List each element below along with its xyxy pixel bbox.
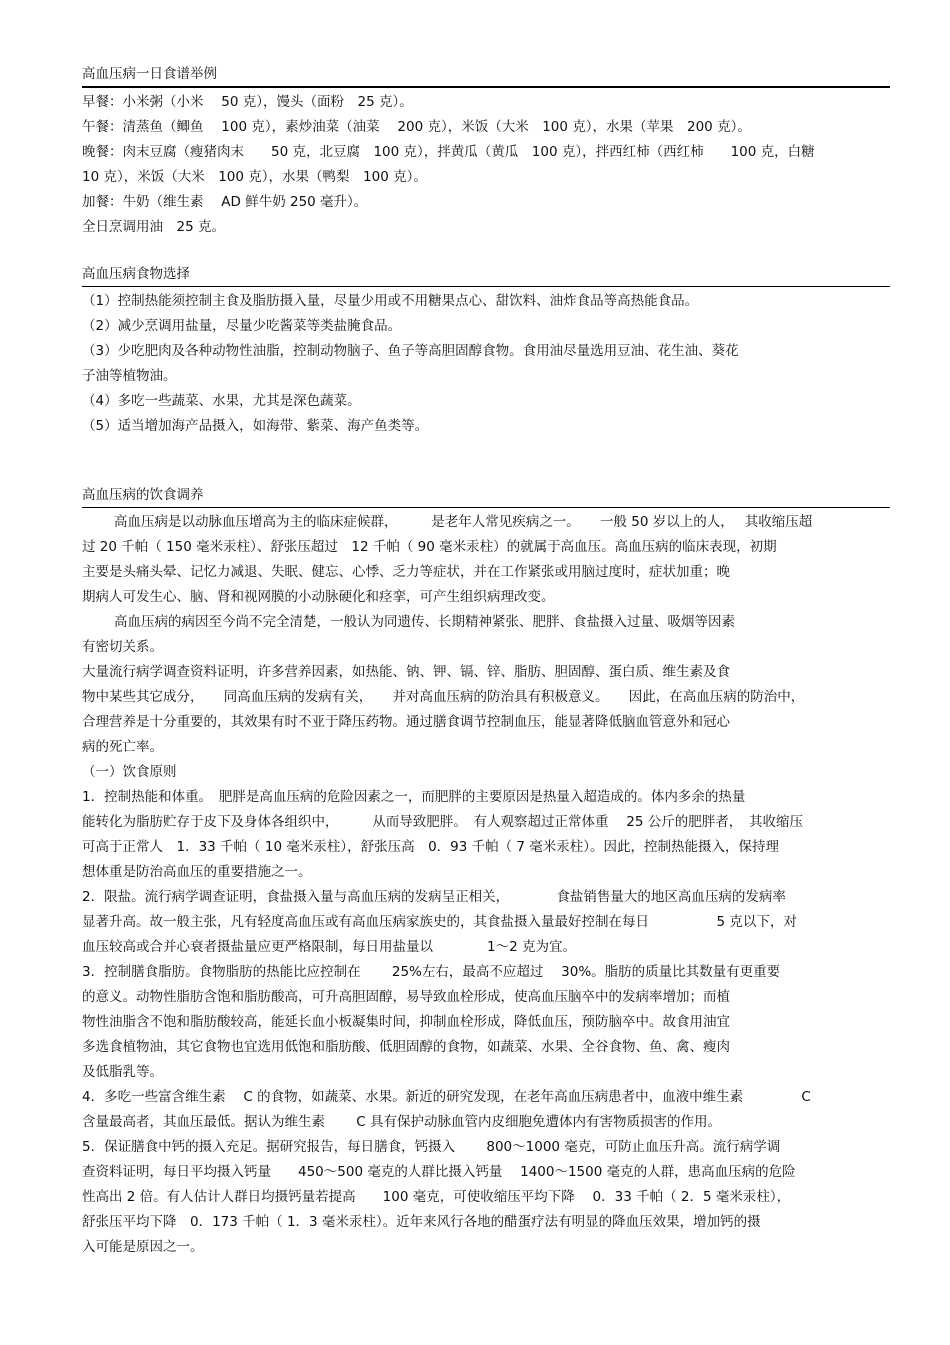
text-line: 含量最高者，其血压最低。据认为维生素 C 具有保护动脉血管内皮细胞免遭体内有害物质损害的作用。 [82,1114,722,1130]
text-line: 舒张压平均下降 0．173 千帕（ 1．3 毫米汞柱）。近年来风行各地的醋蛋疗法有明显的降血压效果，增加钙的摄 [82,1214,761,1230]
section-diet-care [82,485,890,1260]
section-divider [82,507,890,508]
text-line: （1）控制热能须控制主食及脂肪摄入量，尽量少用或不用糖果点心、甜饮料、油炸食品等高热能食品。 [82,293,699,309]
text-line: 2．限盐。流行病学调查证明，食盐摄入量与高血压病的发病呈正相关， 食盐销售量大的地区高血压病的发病率 [82,889,786,905]
text-line: 大量流行病学调查资料证明，许多营养因素，如热能、钠、钾、镉、锌、脂肪、胆固醇、蛋白质、维生素及食 [82,664,730,680]
text-line: （5）适当增加海产品摄入，如海带、紫菜、海产鱼类等。 [82,418,429,434]
text-line: 高血压病是以动脉血压增高为主的临床症候群， 是老年人常见疾病之一。 一般 50 岁以上的人， 其收缩压超 [114,514,813,530]
text-line: 入可能是原因之一。 [82,1239,204,1255]
text-line: 血压较高或合并心衰者摄盐量应更严格限制，每日用盐量以 1～2 克为宜。 [82,939,576,955]
text-line: （3）少吃肥肉及各种动物性油脂，控制动物脑子、鱼子等高胆固醇食物。食用油尽量选用豆油、花生油、葵花 [82,343,739,359]
text-line: 4．多吃一些富含维生素 C 的食物，如蔬菜、水果。新近的研究发现，在老年高血压病患者中，血液中维生素 C [82,1089,811,1105]
text-line: 主要是头痛头晕、记忆力减退、失眠、健忘、心悸、乏力等症状，并在工作紧张或用脑过度时，症状加重；晚 [82,564,730,580]
text-line: 性高出 2 倍。有人估计人群日均摄钙量若提高 100 毫克，可使收缩压平均下降 0．33 千帕（ 2．5 毫米汞柱）， [82,1189,791,1205]
text-line: 加餐：牛奶（维生素 AD 鲜牛奶 250 毫升）。 [82,194,368,210]
text-line: 晚餐：肉末豆腐（瘦猪肉末 50 克，北豆腐 100 克），拌黄瓜（黄瓜 100 克），拌西红柿（西红柿 100 克，白糖 [82,144,815,160]
text-line: 的意义。动物性脂肪含饱和脂肪酸高，可升高胆固醇，易导致血栓形成，使高血压脑卒中的发病率增加；而植 [82,989,730,1005]
text-line: 早餐：小米粥（小米 50 克），馒头（面粉 25 克）。 [82,94,413,110]
text-line: 期病人可发生心、脑、肾和视网膜的小动脉硬化和痉挛，可产生组织病理改变。 [82,589,555,605]
text-line: 3．控制膳食脂肪。食物脂肪的热能比应控制在 25%左右，最高不应超过 30%。脂肪的质量比其数量有更重要 [82,964,781,980]
text-line: 10 克），米饭（大米 100 克），水果（鸭梨 100 克）。 [82,169,427,185]
section-title: 高血压病食物选择 [82,266,190,282]
text-line: 能转化为脂肪贮存于皮下及身体各组织中， 从而导致肥胖。 有人观察超过正常体重 25 公斤的肥胖者， 其收缩压 [82,814,804,830]
section-food-choice [82,264,890,439]
text-line: 想体重是防治高血压的重要措施之一。 [82,864,312,880]
section-divider [82,286,890,287]
text-line: 显著升高。故一般主张，凡有轻度高血压或有高血压病家族史的，其食盐摄入量最好控制在每日 5 克以下，对 [82,914,797,930]
text-line: 子油等植物油。 [82,368,177,384]
text-line: 物性油脂含不饱和脂肪酸较高，能延长血小板凝集时间，抑制血栓形成，降低血压，预防脑卒中。故食用油宜 [82,1014,730,1030]
text-line: 5．保证膳食中钙的摄入充足。据研究报告，每日膳食，钙摄入 800～1000 毫克，可防止血压升高。流行病学调 [82,1139,781,1155]
section-title: 高血压病的饮食调养 [82,487,204,503]
subheading: （一）饮食原则 [82,764,177,780]
text-line: 合理营养是十分重要的，其效果有时不亚于降压药物。通过膳食调节控制血压，能显著降低脑血管意外和冠心 [82,714,730,730]
text-line: 查资料证明，每日平均摄入钙量 450～500 毫克的人群比摄入钙量 1400～1500 毫克的人群，患高血压病的危险 [82,1164,796,1180]
text-line: 可高于正常人 1．33 千帕（ 10 毫米汞柱），舒张压高 0．93 千帕（ 7 毫米汞柱）。因此，控制热能摄入，保持理 [82,839,780,855]
text-line: 1．控制热能和体重。 肥胖是高血压病的危险因素之一，而肥胖的主要原因是热量入超造成的。体内多余的热量 [82,789,746,805]
text-line: （4）多吃一些蔬菜、水果，尤其是深色蔬菜。 [82,393,361,409]
text-line: （2）减少烹调用盐量，尽量少吃酱菜等类盐腌食品。 [82,318,402,334]
text-line: 全日烹调用油 25 克。 [82,219,225,235]
document-page [82,64,890,1260]
text-line: 多选食植物油，其它食物也宜选用低饱和脂肪酸、低胆固醇的食物，如蔬菜、水果、全谷食物、鱼、禽、瘦肉 [82,1039,730,1055]
text-line: 午餐：清蒸鱼（鲫鱼 100 克），素炒油菜（油菜 200 克），米饭（大米 100 克），水果（苹果 200 克）。 [82,119,751,135]
section-divider [82,86,890,88]
section-daily-menu [82,64,890,240]
section-title: 高血压病一日食谱举例 [82,66,217,82]
text-line: 物中某些其它成分， 同高血压病的发病有关， 并对高血压病的防治具有积极意义。 因此，在高血压病的防治中， [82,689,805,705]
text-line: 及低脂乳等。 [82,1064,163,1080]
text-line: 病的死亡率。 [82,739,163,755]
text-line: 有密切关系。 [82,639,163,655]
text-line: 过 20 千帕（ 150 毫米汞柱）、舒张压超过 12 千帕（ 90 毫米汞柱）的就属于高血压。高血压病的临床表现，初期 [82,539,777,555]
text-line: 高血压病的病因至今尚不完全清楚，一般认为同遗传、长期精神紧张、肥胖、食盐摄入过量、吸烟等因素 [114,614,735,630]
